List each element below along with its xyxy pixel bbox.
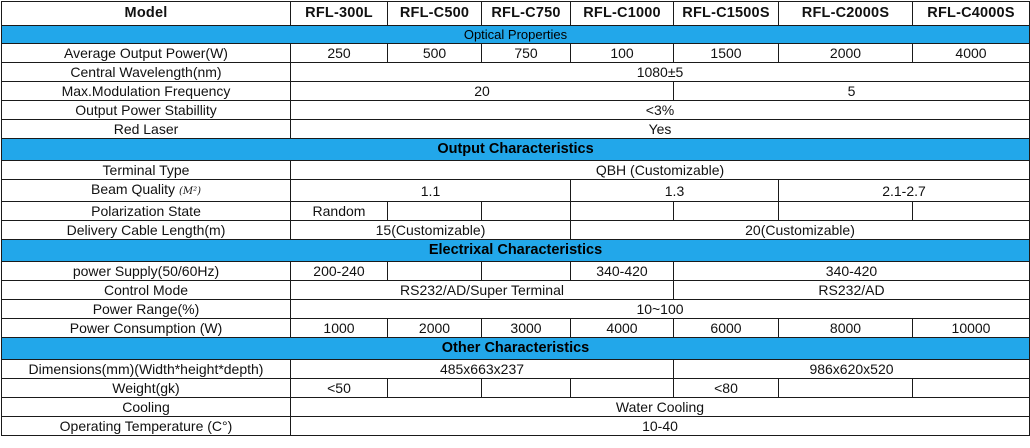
table-cell: 4000: [571, 319, 674, 338]
table-row: [2, 221, 1030, 240]
row-label: Beam Quality: [91, 181, 176, 197]
table-cell: 250: [291, 44, 388, 63]
header-model-col: RFL-C750: [482, 2, 571, 26]
table-cell-empty: [674, 202, 779, 221]
table-cell: 485x663x237: [291, 360, 674, 379]
table-cell-empty: [779, 379, 913, 398]
table-cell-empty: [571, 202, 674, 221]
table-row: [2, 63, 1030, 82]
row-label: Control Mode: [2, 281, 291, 300]
table-row: [2, 262, 1030, 281]
section-output-characteristics: Output Characteristics: [2, 139, 1030, 161]
table-cell-empty: [482, 262, 571, 281]
table-row: [2, 202, 1030, 221]
table-cell: 986x620x520: [674, 360, 1030, 379]
table-row: [2, 398, 1030, 417]
section-electrical-characteristics: Electrixal Characteristics: [2, 240, 1030, 262]
section-row: [2, 240, 1030, 262]
header-model-col: RFL-C1500S: [674, 2, 779, 26]
table-cell: 10~100: [291, 300, 1030, 319]
row-label: Delivery Cable Length(m): [2, 221, 291, 240]
header-row: [2, 2, 1030, 26]
table-cell: <3%: [291, 101, 1030, 120]
table-cell-empty: [913, 202, 1030, 221]
table-cell-empty: [388, 379, 482, 398]
table-row: [2, 281, 1030, 300]
table-cell: 2.1-2.7: [779, 180, 1030, 202]
row-label-beam-quality: [2, 180, 291, 202]
header-model-col: RFL-300L: [291, 2, 388, 26]
header-model: Model: [2, 2, 291, 26]
table-cell: 1000: [291, 319, 388, 338]
row-label: Dimensions(mm)(Width*height*depth): [2, 360, 291, 379]
header-model-col: RFL-C1000: [571, 2, 674, 26]
row-label: Operating Temperature (C°): [2, 417, 291, 436]
table-row: [2, 417, 1030, 436]
header-model-col: RFL-C500: [388, 2, 482, 26]
table-cell: 340-420: [571, 262, 674, 281]
table-cell: 10000: [913, 319, 1030, 338]
table-cell: 1.3: [571, 180, 779, 202]
table-row: [2, 379, 1030, 398]
table-cell: <80: [674, 379, 779, 398]
table-cell-empty: [388, 202, 482, 221]
table-cell-empty: [571, 379, 674, 398]
table-cell: 100: [571, 44, 674, 63]
table-cell-empty: [482, 202, 571, 221]
row-label: Power Consumption (W): [2, 319, 291, 338]
table-row: [2, 360, 1030, 379]
table-cell: RS232/AD: [674, 281, 1030, 300]
row-label: Central Wavelength(nm): [2, 63, 291, 82]
table-cell: 5: [674, 82, 1030, 101]
table-cell: Random: [291, 202, 388, 221]
section-row: [2, 338, 1030, 360]
section-row: [2, 26, 1030, 44]
table-row: [2, 319, 1030, 338]
table-cell: 15(Customizable): [291, 221, 571, 240]
table-cell-empty: [913, 379, 1030, 398]
table-cell: RS232/AD/Super Terminal: [291, 281, 674, 300]
table-cell: 4000: [913, 44, 1030, 63]
table-cell: Yes: [291, 120, 1030, 139]
row-label: Weight(gk): [2, 379, 291, 398]
header-model-col: RFL-C4000S: [913, 2, 1030, 26]
table-cell: <50: [291, 379, 388, 398]
spec-table: [1, 1, 1030, 436]
table-row: [2, 82, 1030, 101]
row-label: Power Range(%): [2, 300, 291, 319]
section-optical-properties: Optical Properties: [2, 26, 1030, 44]
table-cell: Water Cooling: [291, 398, 1030, 417]
table-row: [2, 180, 1030, 202]
table-cell: 2000: [388, 319, 482, 338]
table-cell: 1500: [674, 44, 779, 63]
table-cell: 750: [482, 44, 571, 63]
table-cell-empty: [779, 202, 913, 221]
table-cell: 2000: [779, 44, 913, 63]
row-label: Terminal Type: [2, 161, 291, 180]
row-label: Output Power Stabillity: [2, 101, 291, 120]
table-cell-empty: [482, 379, 571, 398]
table-cell: 1080±5: [291, 63, 1030, 82]
table-cell: 340-420: [674, 262, 1030, 281]
section-other-characteristics: Other Characteristics: [2, 338, 1030, 360]
row-label: Polarization State: [2, 202, 291, 221]
table-row: [2, 300, 1030, 319]
table-cell: 20: [291, 82, 674, 101]
table-cell: 8000: [779, 319, 913, 338]
table-row: [2, 161, 1030, 180]
table-cell-empty: [388, 262, 482, 281]
table-cell: QBH (Customizable): [291, 161, 1030, 180]
table-cell: 10-40: [291, 417, 1030, 436]
table-cell: 1.1: [291, 180, 571, 202]
table-cell: 500: [388, 44, 482, 63]
header-model-col: RFL-C2000S: [779, 2, 913, 26]
section-row: [2, 139, 1030, 161]
row-label: power Supply(50/60Hz): [2, 262, 291, 281]
table-row: [2, 44, 1030, 63]
table-cell: 6000: [674, 319, 779, 338]
table-cell: 20(Customizable): [571, 221, 1030, 240]
row-label: Average Output Power(W): [2, 44, 291, 63]
beam-quality-symbol: (M²): [178, 186, 201, 197]
table-cell: 200-240: [291, 262, 388, 281]
table-row: [2, 101, 1030, 120]
table-cell: 3000: [482, 319, 571, 338]
row-label: Max.Modulation Frequency: [2, 82, 291, 101]
row-label: Cooling: [2, 398, 291, 417]
row-label: Red Laser: [2, 120, 291, 139]
table-row: [2, 120, 1030, 139]
